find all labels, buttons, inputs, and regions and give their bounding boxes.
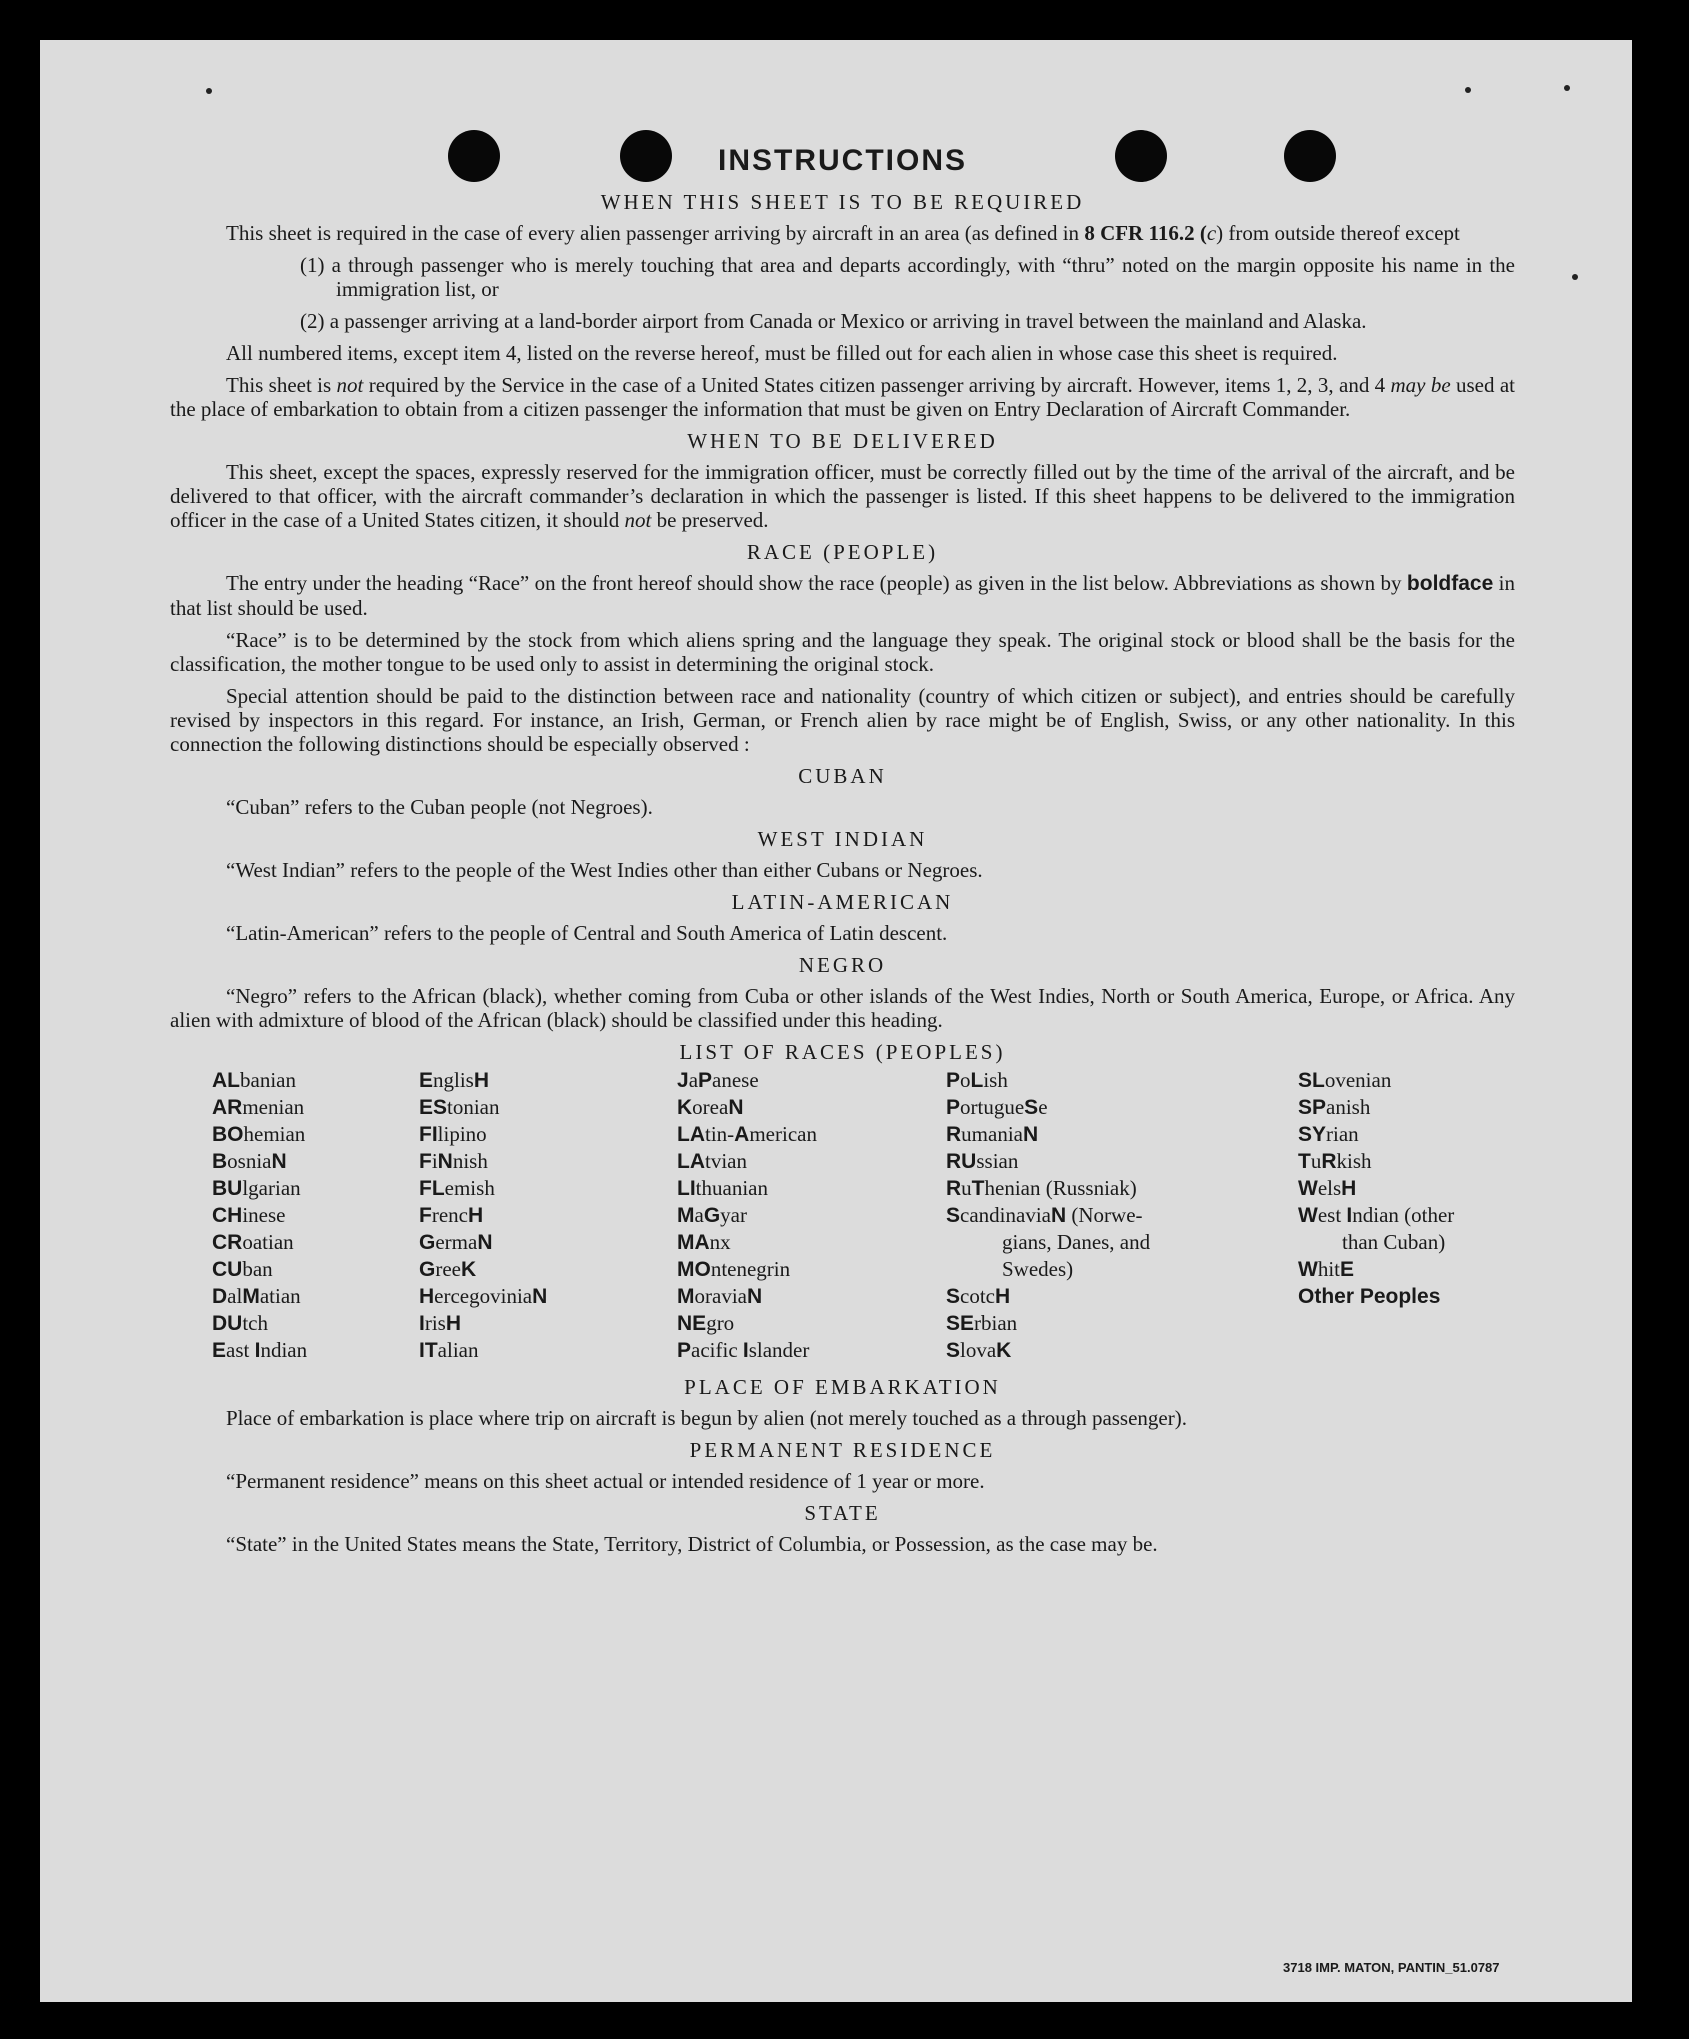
paragraph-permanent-residence: “Permanent residence” means on this sheet actual or intended residence of 1 year or more. — [226, 1469, 985, 1493]
race-text: orea — [692, 1095, 729, 1119]
text-bold: 8 CFR 116.2 — [1084, 221, 1195, 245]
race-entry — [1298, 1229, 1454, 1256]
race-text: banian — [240, 1068, 296, 1092]
race-text: umania — [961, 1122, 1023, 1146]
race-abbrev: P — [698, 1069, 713, 1092]
race-abbrev: G — [703, 1204, 721, 1227]
race-abbrev: IT — [419, 1339, 438, 1362]
race-text: ercegovinia — [434, 1284, 533, 1308]
text: This sheet, except the spaces, expressly reserved for the immigration officer, must be correctly filled out by the time of the arrival of the aircraft, and be delivered to that officer, with the aircraft commander’s declaration in which the passenger is listed. If this sheet happens to be delivered to the immigration officer in the case of a United States citizen, it should — [170, 460, 1515, 532]
race-text: rian — [1326, 1122, 1359, 1146]
race-entry — [212, 1094, 307, 1121]
race-text: merican — [749, 1122, 817, 1146]
text: used at the place of embarkation to obtain from a citizen passenger the information that must be given on Entry Declaration of Aircraft Commander. — [170, 373, 1516, 421]
race-abbrev: N — [532, 1285, 548, 1308]
race-entry — [946, 1229, 1150, 1256]
race-entry — [946, 1202, 1150, 1229]
race-abbrev: D — [212, 1285, 228, 1308]
races-column — [1298, 1067, 1454, 1310]
race-text: tch — [242, 1311, 268, 1335]
race-text: than Cuban) — [1342, 1230, 1446, 1254]
race-abbrev: E — [419, 1069, 434, 1092]
race-text: ssian — [976, 1149, 1019, 1173]
race-abbrev: N — [437, 1150, 453, 1173]
race-abbrev: P — [946, 1069, 961, 1092]
race-text: kish — [1336, 1149, 1372, 1173]
race-text: anish — [1326, 1095, 1371, 1119]
race-abbrev: F — [419, 1204, 432, 1227]
race-abbrev: N — [1022, 1123, 1039, 1146]
race-text: emish — [444, 1176, 495, 1200]
race-text: ree — [435, 1257, 461, 1281]
race-text: menian — [242, 1095, 305, 1119]
text: The entry under the heading “Race” on the front hereof should show the race (people) as given in the list below. Abbreviations as shown by — [226, 571, 1407, 595]
race-abbrev: N — [477, 1231, 493, 1254]
race-text: i — [431, 1149, 438, 1173]
race-abbrev: SE — [946, 1312, 975, 1335]
race-entry — [946, 1148, 1150, 1175]
paragraph-west-indian: “West Indian” refers to the people of the West Indies other than either Cubans or Negroes. — [226, 858, 983, 882]
race-text: henian (Russniak) — [984, 1176, 1137, 1200]
race-text: e — [1038, 1095, 1048, 1119]
race-text: atian — [259, 1284, 301, 1308]
race-entry — [677, 1121, 817, 1148]
race-abbrev: H — [1341, 1177, 1357, 1200]
races-list — [170, 1067, 1515, 1367]
race-abbrev: AR — [212, 1096, 243, 1119]
paragraph-delivered — [170, 460, 1515, 532]
race-text: nglis — [433, 1068, 474, 1092]
race-abbrev: E — [212, 1339, 227, 1362]
race-abbrev: BU — [212, 1177, 243, 1200]
race-text: gians, Danes, and — [1002, 1230, 1151, 1254]
race-text: acific — [691, 1338, 743, 1362]
race-entry — [212, 1175, 307, 1202]
race-abbrev: R — [946, 1177, 962, 1200]
text: ) from outside thereof except — [1216, 221, 1460, 245]
race-entry — [946, 1175, 1150, 1202]
race-abbrev: I — [1346, 1204, 1353, 1227]
race-abbrev: G — [419, 1258, 436, 1281]
race-text: tvian — [705, 1149, 747, 1173]
race-abbrev: BO — [212, 1123, 244, 1146]
race-abbrev: H — [445, 1312, 462, 1335]
race-entry — [212, 1067, 307, 1094]
race-abbrev: SY — [1298, 1123, 1327, 1146]
race-text: (Norwe- — [1066, 1203, 1143, 1227]
race-abbrev: I — [742, 1339, 749, 1362]
text: This sheet is — [226, 373, 337, 397]
race-entry — [946, 1067, 1150, 1094]
text-italic: may be — [1390, 373, 1451, 397]
race-text: tonian — [447, 1095, 500, 1119]
race-abbrev: M — [242, 1285, 260, 1308]
race-abbrev: I — [419, 1312, 425, 1335]
paragraph-required — [170, 221, 1515, 245]
race-entry — [946, 1121, 1150, 1148]
race-text: ntenegrin — [710, 1257, 791, 1281]
text: required by the Service in the case of a United States citizen passenger arriving by aircraft. However, items 1, 2, 3, and 4 — [363, 373, 1391, 397]
race-abbrev: FL — [419, 1177, 445, 1200]
race-abbrev: MO — [677, 1258, 711, 1281]
race-entry — [419, 1310, 547, 1337]
heading-negro: NEGRO — [798, 953, 887, 977]
race-abbrev: T — [971, 1177, 985, 1200]
text: be preserved. — [651, 508, 769, 532]
paragraph-race-entry — [170, 571, 1515, 620]
speck — [206, 88, 212, 94]
race-entry — [677, 1094, 817, 1121]
race-abbrev: Other Peoples — [1298, 1285, 1441, 1308]
race-entry — [419, 1175, 547, 1202]
race-entry — [1298, 1148, 1454, 1175]
race-entry — [212, 1148, 307, 1175]
race-entry — [677, 1067, 817, 1094]
race-text: renc — [431, 1203, 468, 1227]
text-italic: c — [1206, 221, 1217, 245]
race-entry — [1298, 1202, 1454, 1229]
race-text: slander — [748, 1338, 810, 1362]
race-entry — [419, 1121, 547, 1148]
races-column — [419, 1067, 547, 1364]
paragraph-numbered-items: All numbered items, except item 4, listed on the reverse hereof, must be filled out for each alien in whose case this sheet is required. — [226, 341, 1338, 365]
race-entry — [419, 1337, 547, 1364]
speck — [1572, 274, 1578, 280]
heading-delivered: WHEN TO BE DELIVERED — [687, 429, 998, 453]
race-abbrev: J — [677, 1069, 689, 1092]
race-text: al — [227, 1284, 243, 1308]
race-text: oatian — [242, 1230, 294, 1254]
race-abbrev: ES — [419, 1096, 448, 1119]
heading-permanent-residence: PERMANENT RESIDENCE — [689, 1438, 996, 1462]
race-text: lgarian — [242, 1176, 301, 1200]
race-text: a — [694, 1203, 704, 1227]
race-entry — [1298, 1067, 1454, 1094]
race-entry — [677, 1202, 817, 1229]
race-text: est — [1317, 1203, 1347, 1227]
race-entry — [1298, 1094, 1454, 1121]
race-abbrev: R — [1321, 1150, 1337, 1173]
race-entry — [946, 1094, 1150, 1121]
race-text: ban — [242, 1257, 273, 1281]
paragraph-race-nationality: Special attention should be paid to the distinction between race and nationality (country of which citizen or subject), and entries should be carefully revised by inspectors in this regard. For instance, an Irish, German, or French alien by race might be of English, Swiss, or any other nationality. In this connection the following distinctions should be especially observed : — [170, 684, 1515, 756]
exception-item-1: (1) a through passenger who is merely touching that area and departs accordingly, with “thru” noted on the margin opposite his name in the immigration list, or — [300, 253, 1515, 301]
race-entry — [1298, 1175, 1454, 1202]
race-text: anese — [712, 1068, 759, 1092]
race-entry — [419, 1202, 547, 1229]
race-abbrev: N — [271, 1150, 287, 1173]
race-abbrev: LA — [677, 1123, 705, 1146]
race-abbrev: W — [1298, 1177, 1318, 1200]
race-entry — [212, 1310, 307, 1337]
race-text: thuanian — [695, 1176, 768, 1200]
race-abbrev: H — [995, 1285, 1011, 1308]
race-text: gro — [706, 1311, 735, 1335]
paragraph-embarkation: Place of embarkation is place where trip on aircraft is begun by alien (not merely touched as a through passenger). — [226, 1406, 1187, 1430]
race-entry — [677, 1310, 817, 1337]
race-entry — [419, 1283, 547, 1310]
race-entry — [419, 1229, 547, 1256]
race-text: ish — [983, 1068, 1008, 1092]
race-abbrev: N — [728, 1096, 744, 1119]
race-text: o — [960, 1068, 971, 1092]
race-text: tin- — [705, 1122, 735, 1146]
race-entry — [1298, 1283, 1454, 1310]
text-bold: boldface — [1406, 572, 1494, 595]
race-entry — [677, 1337, 817, 1364]
race-text: u — [1310, 1149, 1322, 1173]
race-text: lova — [960, 1338, 997, 1362]
race-text: ris — [424, 1311, 446, 1335]
race-text: rbian — [974, 1311, 1018, 1335]
race-abbrev: RU — [946, 1150, 977, 1173]
text-italic: not — [336, 373, 364, 397]
printer-imprint: 3718 IMP. MATON, PANTIN_51.0787 — [1283, 1960, 1500, 1975]
race-text: lipino — [437, 1122, 487, 1146]
race-abbrev: B — [212, 1150, 228, 1173]
race-abbrev: S — [946, 1339, 961, 1362]
race-abbrev: FI — [419, 1123, 438, 1146]
heading-west-indian: WEST INDIAN — [757, 827, 928, 851]
race-abbrev: K — [677, 1096, 693, 1119]
race-abbrev: M — [677, 1204, 695, 1227]
race-text: a — [688, 1068, 699, 1092]
heading-list-of-races: LIST OF RACES (PEOPLES) — [679, 1040, 1006, 1064]
races-column — [946, 1067, 1150, 1364]
heading-state: STATE — [804, 1501, 881, 1525]
race-text: nish — [452, 1149, 488, 1173]
paragraph-latin-american: “Latin-American” refers to the people of Central and South America of Latin descent. — [226, 921, 948, 945]
race-entry — [677, 1229, 817, 1256]
race-text: osnia — [227, 1149, 272, 1173]
race-abbrev: CH — [212, 1204, 243, 1227]
race-abbrev: S — [1024, 1096, 1039, 1119]
race-abbrev: SL — [1298, 1069, 1325, 1092]
paragraph-cuban: “Cuban” refers to the Cuban people (not Negroes). — [226, 795, 653, 819]
heading-embarkation: PLACE OF EMBARKATION — [684, 1375, 1001, 1399]
race-entry — [946, 1283, 1150, 1310]
race-abbrev: NE — [677, 1312, 707, 1335]
race-abbrev: AL — [212, 1069, 240, 1092]
race-abbrev: P — [946, 1096, 961, 1119]
race-entry — [946, 1256, 1150, 1283]
paragraph-race-stock: “Race” is to be determined by the stock from which aliens spring and the language they speak. The original stock or blood shall be the basis for the classification, the mother tongue to be used only to assist in determining the original stock. — [170, 628, 1515, 676]
race-entry — [1298, 1121, 1454, 1148]
race-entry — [946, 1310, 1150, 1337]
race-entry — [212, 1337, 307, 1364]
race-text: erma — [435, 1230, 478, 1254]
text-bold: ( — [1194, 221, 1207, 245]
race-abbrev: S — [946, 1204, 961, 1227]
race-abbrev: DU — [212, 1312, 243, 1335]
race-abbrev: R — [946, 1123, 962, 1146]
race-entry — [419, 1148, 547, 1175]
race-text: cotc — [960, 1284, 995, 1308]
exception-item-2: (2) a passenger arriving at a land-border airport from Canada or Mexico or arriving in travel between the mainland and Alaska. — [300, 309, 1367, 333]
heading-latin-american: LATIN-AMERICAN — [731, 890, 954, 914]
text: in that list should be used. — [170, 571, 1515, 620]
page-title: INSTRUCTIONS — [718, 144, 967, 177]
paragraph-negro: “Negro” refers to the African (black), whether coming from Cuba or other islands of the West Indies, North or South America, Europe, or Africa. Any alien with admixture of blood of the African (black) should be classified under this heading. — [170, 984, 1515, 1032]
race-text: candinavia — [960, 1203, 1051, 1227]
race-entry — [677, 1256, 817, 1283]
race-abbrev: E — [1340, 1258, 1355, 1281]
race-abbrev: F — [419, 1150, 432, 1173]
races-column — [212, 1067, 307, 1364]
heading-race: RACE (PEOPLE) — [746, 540, 939, 564]
race-entry — [419, 1094, 547, 1121]
race-text: ortugue — [960, 1095, 1025, 1119]
race-text: ast — [226, 1338, 255, 1362]
races-column — [677, 1067, 817, 1364]
race-entry — [1298, 1256, 1454, 1283]
race-abbrev: H — [473, 1069, 490, 1092]
race-abbrev: SP — [1298, 1096, 1327, 1119]
race-abbrev: P — [677, 1339, 692, 1362]
race-abbrev: CR — [212, 1231, 243, 1254]
race-text: oravia — [694, 1284, 747, 1308]
race-entry — [677, 1283, 817, 1310]
text: This sheet is required in the case of every alien passenger arriving by aircraft in an area (as defined in — [226, 221, 1085, 245]
race-abbrev: MA — [677, 1231, 710, 1254]
race-entry — [677, 1148, 817, 1175]
race-abbrev: H — [419, 1285, 435, 1308]
race-abbrev: G — [419, 1231, 436, 1254]
race-abbrev: K — [996, 1339, 1012, 1362]
document-page — [40, 40, 1632, 2002]
race-text: els — [1317, 1176, 1342, 1200]
race-text: hemian — [243, 1122, 306, 1146]
race-abbrev: A — [734, 1123, 750, 1146]
race-abbrev: W — [1298, 1258, 1318, 1281]
race-abbrev: T — [1298, 1150, 1311, 1173]
race-abbrev: CU — [212, 1258, 243, 1281]
race-entry — [946, 1337, 1150, 1364]
race-abbrev: I — [254, 1339, 261, 1362]
race-abbrev: LA — [677, 1150, 705, 1173]
race-text: inese — [242, 1203, 286, 1227]
race-entry — [212, 1256, 307, 1283]
race-text: nx — [709, 1230, 731, 1254]
race-text: yar — [720, 1203, 747, 1227]
race-entry — [212, 1229, 307, 1256]
race-text: alian — [437, 1338, 479, 1362]
text-italic: not — [624, 508, 652, 532]
race-entry — [212, 1283, 307, 1310]
race-entry — [677, 1175, 817, 1202]
race-text: Swedes) — [1002, 1257, 1074, 1281]
race-entry — [419, 1256, 547, 1283]
race-abbrev: N — [746, 1285, 763, 1308]
paragraph-state: “State” in the United States means the State, Territory, District of Columbia, or Possession, as the case may be. — [226, 1532, 1158, 1556]
race-text: ndian (other — [1352, 1203, 1455, 1227]
paragraph-citizen — [170, 373, 1515, 421]
speck — [1465, 87, 1471, 93]
race-entry — [419, 1067, 547, 1094]
race-abbrev: M — [677, 1285, 695, 1308]
heading-cuban: CUBAN — [798, 764, 887, 788]
race-abbrev: S — [946, 1285, 961, 1308]
race-abbrev: N — [1050, 1204, 1067, 1227]
race-abbrev: W — [1298, 1204, 1318, 1227]
race-abbrev: L — [970, 1069, 984, 1092]
race-entry — [212, 1121, 307, 1148]
race-abbrev: LI — [677, 1177, 696, 1200]
race-entry — [212, 1202, 307, 1229]
speck — [1564, 85, 1570, 91]
race-abbrev: H — [467, 1204, 484, 1227]
race-text: ovenian — [1324, 1068, 1392, 1092]
heading-required: WHEN THIS SHEET IS TO BE REQUIRED — [600, 190, 1085, 214]
race-abbrev: K — [460, 1258, 477, 1281]
race-text: hit — [1317, 1257, 1340, 1281]
instructions-content — [170, 140, 1515, 1564]
race-text: ndian — [260, 1338, 308, 1362]
race-text: u — [961, 1176, 972, 1200]
